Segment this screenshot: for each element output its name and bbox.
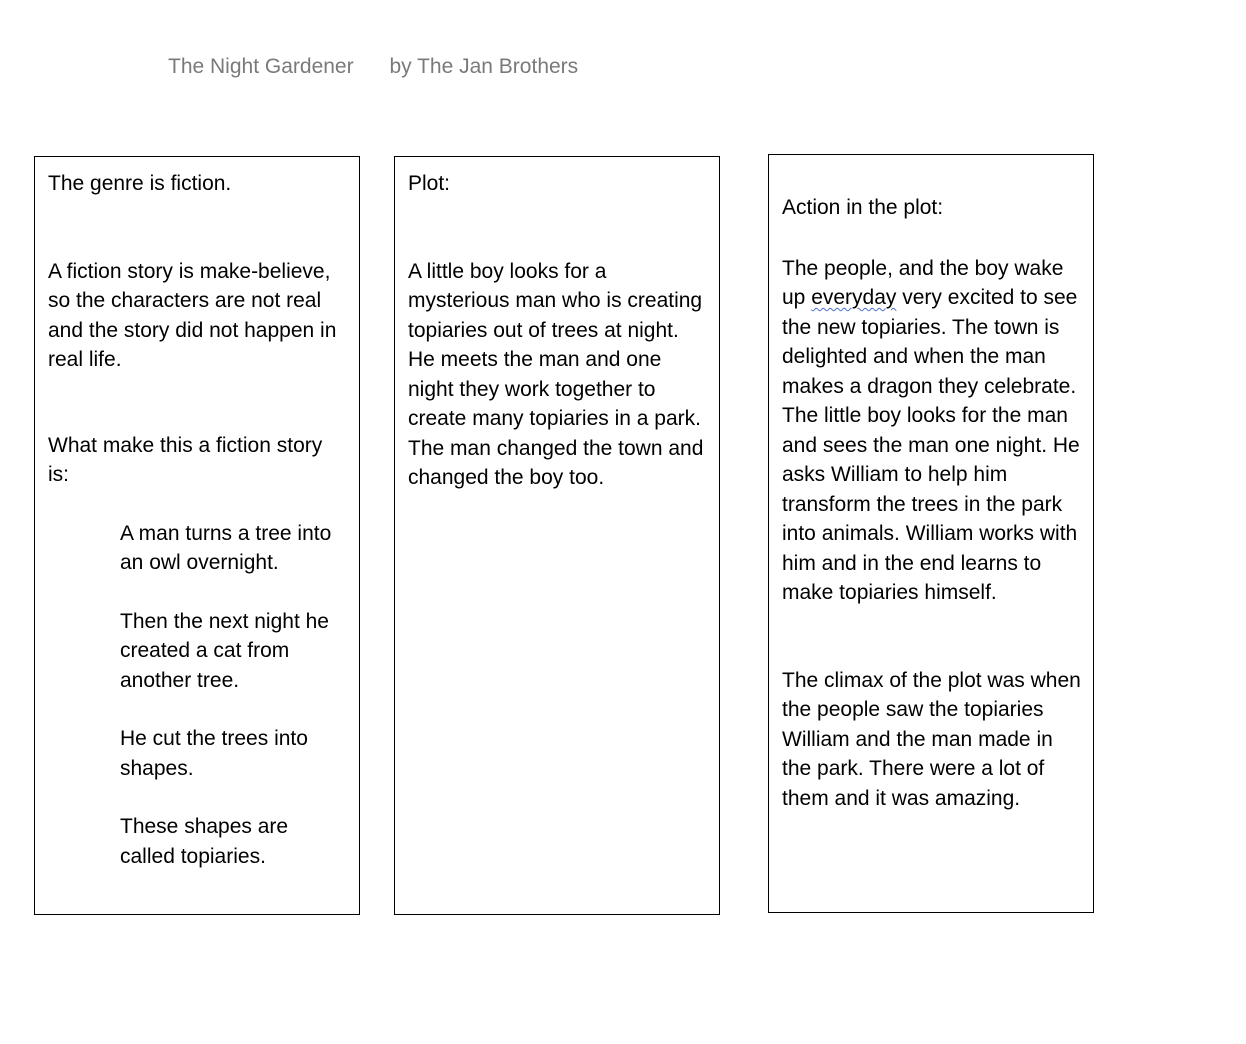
action-text-end: very excited to see the new topiaries. The town is delighted and when the man makes a dragon they celebrate. The little boy looks for the man and sees the man one night. He asks William to help him transform the trees in the park into animals. William works with him and in the end learns to make topiaries himself. [782,286,1080,604]
fiction-question: What make this a fiction story is: [48,433,323,486]
book-title: The Night Gardener [168,55,354,78]
fiction-reason: Then the next night he created a cat from another tree. [120,609,329,692]
fiction-reason: A man turns a tree into an owl overnight. [120,521,332,574]
action-box [768,154,1094,913]
plot-heading: Plot: [408,172,451,195]
document-header [168,55,578,79]
fiction-reason: These shapes are called topiaries. [120,815,289,868]
genre-box [34,156,360,915]
spellcheck-word: everyday [811,286,897,309]
action-description [782,254,1081,608]
plot-summary: A little boy looks for a mysterious man who is creating topiaries out of trees at night. He meets the man and one night they work together to create many topiaries in a park. The man changed the town and changed the boy too. [408,259,704,489]
genre-heading: The genre is fiction. [48,172,232,195]
book-author: by The Jan Brothers [389,55,579,78]
fiction-definition: A fiction story is make-believe, so the characters are not real and the story did not happen in real life. [48,259,337,371]
fiction-reasons-list [48,519,347,872]
climax-description: The climax of the plot was when the people saw the topiaries William and the man made in the park. There were a lot of them and it was amazing. [782,668,1081,810]
fiction-reason: He cut the trees into shapes. [120,727,308,780]
action-heading: Action in the plot: [782,196,944,219]
action-text-start: The people, and the boy wake up [782,256,1064,309]
plot-box [394,156,720,915]
